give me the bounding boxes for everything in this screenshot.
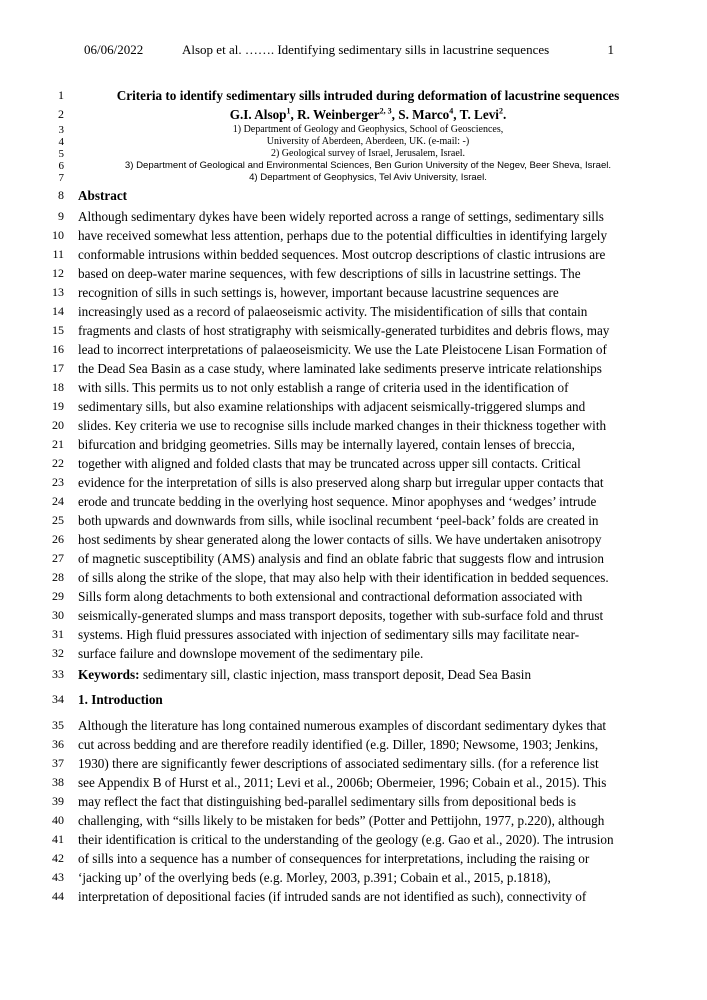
abstract-line	[0, 454, 707, 473]
running-header	[84, 42, 614, 58]
line-number: 8	[58, 188, 64, 202]
abstract-line	[0, 435, 707, 454]
author-affiliation-mark: 4	[449, 106, 454, 116]
intro-heading: 1. Introduction	[78, 692, 163, 707]
affiliation: University of Aberdeen, Aberdeen, UK. (e-mail: -)	[266, 136, 470, 147]
line-number: 38	[52, 775, 64, 789]
line-number: 14	[52, 304, 64, 318]
affiliation: 3) Department of Geological and Environmental Sciences, Ben Gurion University of the Negev, Beer Sheva, Israel.	[124, 160, 612, 171]
author-name: , S. Marco	[391, 107, 450, 122]
line-number: 15	[52, 323, 64, 337]
abstract-text: host sediments by shear generated along the lower contacts of sills. We have undertaken anisotropy	[78, 532, 602, 547]
abstract-line	[0, 397, 707, 416]
author-affiliation-mark: 2, 3	[379, 106, 392, 116]
abstract-text: with sills. This permits us to not only establish a range of criteria used in the identification of	[78, 380, 569, 395]
line-number: 11	[52, 247, 64, 261]
abstract-text: evidence for the interpretation of sills is also preserved along sharp but irregular upper contacts that	[78, 475, 604, 490]
line-number: 29	[52, 589, 64, 603]
abstract-heading: Abstract	[78, 188, 128, 203]
line-number: 27	[52, 551, 64, 565]
keywords-label: Keywords:	[78, 667, 140, 682]
line-number: 33	[52, 667, 64, 681]
abstract-text: erode and truncate bedding in the overlying host sequence. Minor apophyses and ‘wedges’ intrude	[78, 494, 597, 509]
abstract-text: bifurcation and bridging geometries. Sills may be internally layered, contain lenses of breccia,	[78, 437, 575, 452]
abstract-line	[0, 340, 707, 359]
line-number: 10	[52, 228, 64, 242]
line-number: 7	[58, 172, 64, 184]
line-number: 16	[52, 342, 64, 356]
affiliation-line	[0, 136, 707, 148]
abstract-line	[0, 378, 707, 397]
keywords-line	[0, 665, 707, 684]
line-number: 35	[52, 718, 64, 732]
intro-line	[0, 849, 707, 868]
intro-line	[0, 792, 707, 811]
intro-text: interpretation of depositional facies (if intruded sands are not identified as such), connectivity of	[78, 889, 587, 904]
authors-line	[0, 105, 707, 124]
line-number: 28	[52, 570, 64, 584]
abstract-text: conformable intrusions within bedded sequences. Most outcrop descriptions of clastic intrusions are	[78, 247, 606, 262]
abstract-line	[0, 549, 707, 568]
author-name: G.I. Alsop	[229, 107, 287, 122]
line-number: 3	[58, 124, 64, 136]
abstract-text: of sills along the strike of the slope, that may also help with their identification in bedded sequences.	[78, 570, 609, 585]
intro-line	[0, 754, 707, 773]
abstract-text: surface failure and downslope movement of the sedimentary pile.	[78, 646, 424, 661]
line-number: 18	[52, 380, 64, 394]
abstract-line	[0, 245, 707, 264]
line-number: 36	[52, 737, 64, 751]
abstract-text: based on deep-water marine sequences, with few descriptions of sills in lacustrine settings. The	[78, 266, 581, 281]
abstract-heading-line	[0, 186, 707, 205]
line-number: 19	[52, 399, 64, 413]
line-number: 9	[58, 209, 64, 223]
abstract-line	[0, 226, 707, 245]
abstract-text: have received somewhat less attention, perhaps due to the potential difficulties in identifying largely	[78, 228, 608, 243]
intro-text: may reflect the fact that distinguishing bed-parallel sedimentary sills from depositional beds is	[78, 794, 577, 809]
abstract-line	[0, 207, 707, 226]
abstract-line	[0, 283, 707, 302]
affiliation-line	[0, 148, 707, 160]
intro-text: ‘jacking up’ of the overlying beds (e.g. Morley, 2003, p.391; Cobain et al., 2015, p.1818),	[78, 870, 551, 885]
line-number: 6	[58, 160, 64, 172]
abstract-line	[0, 644, 707, 663]
line-number: 26	[52, 532, 64, 546]
line-number: 43	[52, 870, 64, 884]
abstract-text: increasingly used as a record of palaeoseismic activity. The misidentification of sills that contain	[78, 304, 588, 319]
abstract-line	[0, 530, 707, 549]
line-number: 17	[52, 361, 64, 375]
line-number: 23	[52, 475, 64, 489]
line-number: 25	[52, 513, 64, 527]
line-number: 30	[52, 608, 64, 622]
intro-text: see Appendix B of Hurst et al., 2011; Levi et al., 2006b; Obermeier, 1996; Cobain et al., 2015). This	[78, 775, 607, 790]
affiliation-line	[0, 172, 707, 184]
abstract-text: slides. Key criteria we use to recognise sills include marked changes in their thickness together with	[78, 418, 607, 433]
header-running-title: Alsop et al. ……. Identifying sedimentary sills in lacustrine sequences	[182, 42, 550, 57]
line-number: 21	[52, 437, 64, 451]
abstract-text: the Dead Sea Basin as a case study, where laminated lake sediments preserve intricate relationships	[78, 361, 602, 376]
keywords-text: sedimentary sill, clastic injection, mass transport deposit, Dead Sea Basin	[139, 667, 532, 682]
line-number: 31	[52, 627, 64, 641]
intro-text: Although the literature has long contained numerous examples of discordant sedimentary dykes that	[78, 718, 607, 733]
abstract-text: recognition of sills in such settings is, however, important because lacustrine sequences are	[78, 285, 559, 300]
abstract-text: Sills form along detachments to both extensional and contractional deformation associated with	[78, 589, 583, 604]
affiliation: 1) Department of Geology and Geophysics, School of Geosciences,	[232, 124, 504, 135]
line-number: 4	[58, 136, 64, 148]
abstract-text: systems. High fluid pressures associated with injection of sedimentary sills may facilitate near-	[78, 627, 580, 642]
abstract-text: lead to incorrect interpretations of palaeoseismicity. We use the Late Pleistocene Lisan Formation of	[78, 342, 607, 357]
abstract-text: Although sedimentary dykes have been widely reported across a range of settings, sedimentary sills	[78, 209, 604, 224]
author-affiliation-mark: 1	[286, 106, 291, 116]
affiliation: 2) Geological survey of Israel, Jerusalem, Israel.	[270, 148, 466, 159]
abstract-text: seismically-generated slumps and mass transport deposits, together with sub-surface fold and thrust	[78, 608, 604, 623]
intro-line	[0, 887, 707, 906]
line-number: 2	[58, 107, 64, 121]
abstract-line	[0, 302, 707, 321]
abstract-line	[0, 264, 707, 283]
intro-line	[0, 811, 707, 830]
line-number: 34	[52, 692, 64, 706]
affiliation-line	[0, 160, 707, 172]
intro-line	[0, 868, 707, 887]
line-number: 40	[52, 813, 64, 827]
line-number: 12	[52, 266, 64, 280]
abstract-line	[0, 568, 707, 587]
intro-text: their identification is critical to the understanding of the geology (e.g. Gao et al., 2020). The intrusion	[78, 832, 614, 847]
intro-text: of sills into a sequence has a number of consequences for interpretations, including the raising or	[78, 851, 590, 866]
abstract-line	[0, 587, 707, 606]
abstract-line	[0, 321, 707, 340]
abstract-line	[0, 606, 707, 625]
abstract-text: of magnetic susceptibility (AMS) analysis and find an oblate fabric that suggests flow and intrusion	[78, 551, 604, 566]
line-number: 22	[52, 456, 64, 470]
header-date: 06/06/2022	[84, 42, 144, 57]
intro-line	[0, 735, 707, 754]
abstract-text: together with aligned and folded clasts that may be truncated across upper sill contacts. Critical	[78, 456, 581, 471]
intro-line	[0, 830, 707, 849]
intro-text: 1930) there are significantly fewer descriptions of associated sedimentary sills. (for a reference list	[78, 756, 599, 771]
abstract-line	[0, 473, 707, 492]
line-number: 20	[52, 418, 64, 432]
abstract-text: sedimentary sills, but also examine relationships with adjacent seismically-triggered slumps and	[78, 399, 586, 414]
line-number: 41	[52, 832, 64, 846]
abstract-line	[0, 625, 707, 644]
author-name: , R. Weinberger	[290, 107, 380, 122]
intro-line	[0, 716, 707, 735]
title-line	[0, 86, 707, 105]
keywords	[78, 665, 531, 684]
line-number: 5	[58, 148, 64, 160]
abstract-text: both upwards and downwards from sills, while isoclinal recumbent ‘peel-back’ folds are created in	[78, 513, 599, 528]
line-number: 1	[58, 88, 64, 102]
abstract-text: fragments and clasts of host stratigraphy with seismically-generated turbidites and debris flows, may	[78, 323, 610, 338]
line-number: 39	[52, 794, 64, 808]
header-page-number: 1	[607, 42, 614, 57]
affiliation: 4) Department of Geophysics, Tel Aviv University, Israel.	[249, 172, 487, 183]
intro-text: challenging, with “sills likely to be mistaken for beds” (Potter and Pettijohn, 1977, p.220), although	[78, 813, 605, 828]
abstract-line	[0, 511, 707, 530]
intro-text: cut across bedding and are therefore readily identified (e.g. Diller, 1890; Newsome, 1903; Jenkins,	[78, 737, 599, 752]
line-number: 37	[52, 756, 64, 770]
line-number: 42	[52, 851, 64, 865]
intro-line	[0, 773, 707, 792]
paper-title: Criteria to identify sedimentary sills intruded during deformation of lacustrine sequences	[116, 88, 620, 103]
affiliation-line	[0, 124, 707, 136]
abstract-line	[0, 492, 707, 511]
line-number: 24	[52, 494, 64, 508]
author-affiliation-mark: 2	[498, 106, 503, 116]
line-number: 32	[52, 646, 64, 660]
line-number: 13	[52, 285, 64, 299]
intro-heading-line	[0, 690, 707, 709]
abstract-line	[0, 416, 707, 435]
author-list: G.I. Alsop$^1$, R. Weinberger$^{2, 3}$, S. Marco$^4$, T. Levi$^2$.	[229, 106, 507, 122]
abstract-line	[0, 359, 707, 378]
line-number: 44	[52, 889, 64, 903]
author-name: , T. Levi	[453, 107, 499, 122]
